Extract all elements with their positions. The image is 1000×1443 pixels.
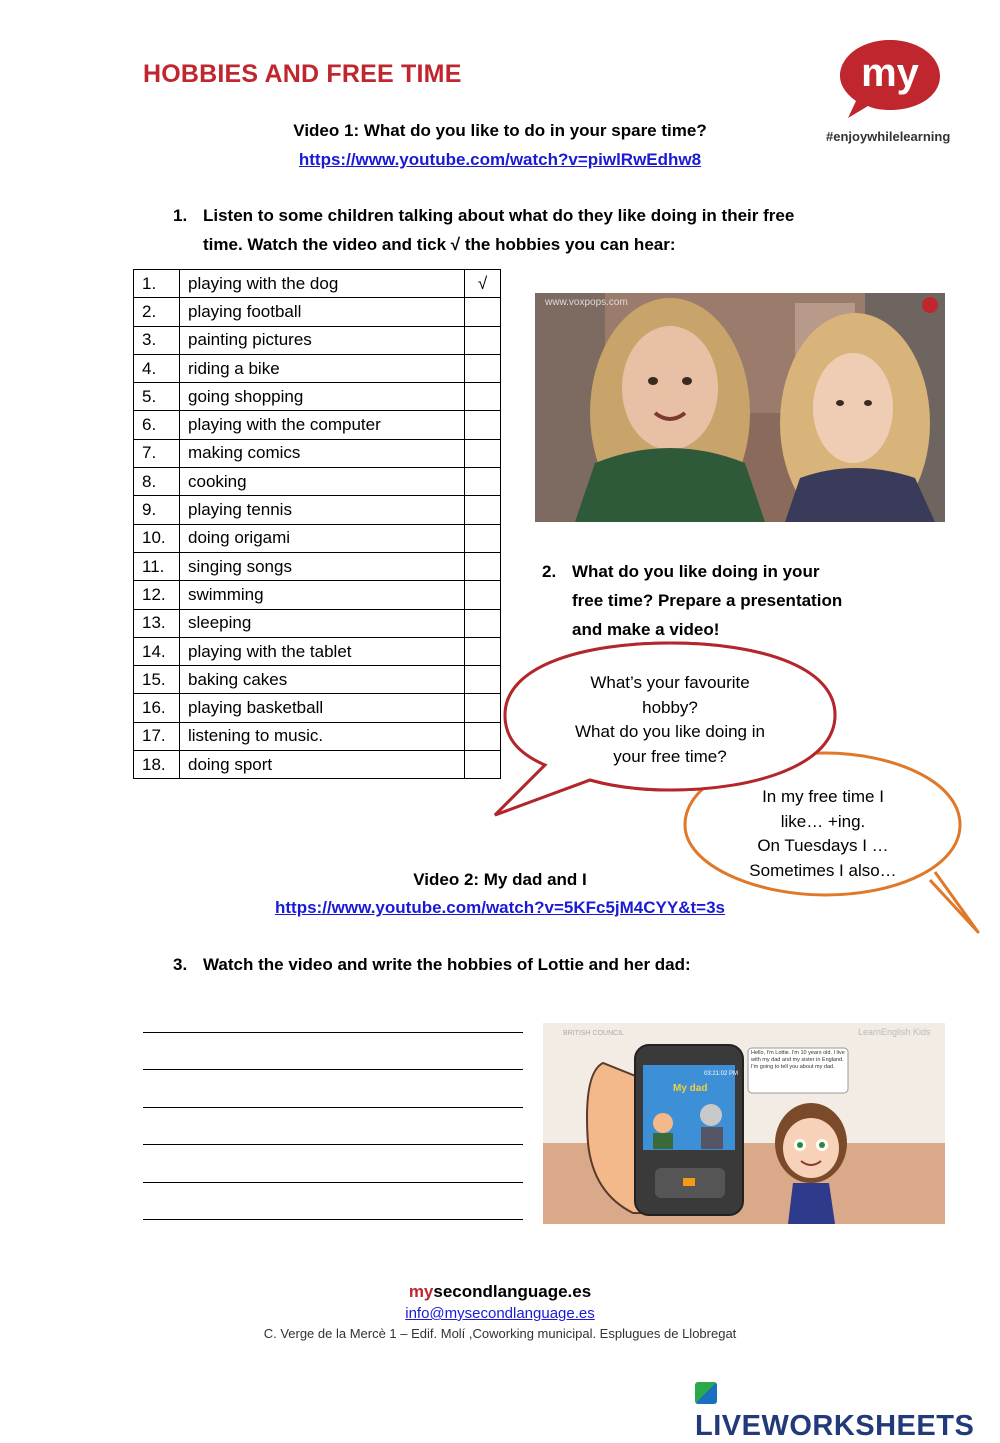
hobby-row [134, 411, 501, 439]
hobby-name: singing songs [180, 552, 465, 580]
footer-brand-rest: secondlanguage.es [433, 1282, 592, 1301]
hobby-number: 6. [134, 411, 180, 439]
answer-line[interactable] [143, 1070, 523, 1108]
logo-text: my [861, 51, 919, 95]
hobby-number: 5. [134, 383, 180, 411]
tick-box[interactable] [465, 411, 501, 439]
video1-title: Video 1: What do you like to do in your spare time? [293, 121, 707, 140]
hobby-number: 17. [134, 722, 180, 750]
question-1-line1: Listen to some children talking about what do they like doing in their free [203, 206, 795, 225]
hobby-name: playing football [180, 298, 465, 326]
hobby-row [134, 666, 501, 694]
hobby-number: 9. [134, 496, 180, 524]
tick-box[interactable] [465, 439, 501, 467]
footer-email[interactable]: info@mysecondlanguage.es [405, 1305, 595, 1322]
hobby-name: doing origami [180, 524, 465, 552]
hobby-row [134, 439, 501, 467]
hobby-number: 8. [134, 468, 180, 496]
hobby-number: 18. [134, 751, 180, 779]
answer-line[interactable] [143, 1033, 523, 1071]
hobby-name: making comics [180, 439, 465, 467]
hobby-name: playing with the tablet [180, 637, 465, 665]
hobby-row [134, 326, 501, 354]
hobby-row [134, 298, 501, 326]
question-3-number: 3. [173, 955, 188, 974]
hobby-name: painting pictures [180, 326, 465, 354]
red-bubble-line1: What’s your favourite [590, 673, 750, 692]
hobby-row [134, 496, 501, 524]
orange-bubble-line4: Sometimes I also… [749, 860, 897, 880]
answer-lines [143, 995, 523, 1220]
hobby-row [134, 751, 501, 779]
voxpops-watermark: www.voxpops.com [545, 297, 628, 308]
hobby-number: 3. [134, 326, 180, 354]
liveworksheets-text: LIVEWORKSHEETS [695, 1410, 975, 1442]
hobby-row [134, 552, 501, 580]
hobby-name: listening to music. [180, 722, 465, 750]
tick-box[interactable] [465, 298, 501, 326]
hobby-name: playing with the dog [180, 270, 465, 298]
liveworksheets-logo [695, 1377, 1000, 1443]
question-2-line3: and make a video! [572, 620, 720, 639]
hobby-number: 14. [134, 637, 180, 665]
hobby-number: 1. [134, 270, 180, 298]
tick-box[interactable] [465, 383, 501, 411]
answer-line[interactable] [143, 995, 523, 1033]
tick-box[interactable] [465, 581, 501, 609]
hobby-name: playing with the computer [180, 411, 465, 439]
my-logo [838, 38, 942, 120]
answer-line[interactable] [143, 1183, 523, 1221]
learnenglish-kids-logo: LearnEnglish Kids [858, 1027, 931, 1037]
hobby-row [134, 694, 501, 722]
red-bubble-line3: What do you like doing in [575, 722, 765, 741]
hobbies-table [133, 269, 501, 779]
hobby-row [134, 722, 501, 750]
red-bubble-line4: your free time? [613, 746, 727, 766]
tick-box[interactable] [465, 468, 501, 496]
tick-box[interactable] [465, 496, 501, 524]
tick-box[interactable] [465, 326, 501, 354]
orange-bubble-text [718, 785, 928, 883]
footer-brand-my: my [408, 1282, 434, 1301]
question-2 [542, 557, 842, 644]
video1-thumbnail[interactable] [535, 293, 945, 522]
question-2-line1: What do you like doing in your [572, 562, 820, 581]
hobby-number: 7. [134, 439, 180, 467]
video2-thumbnail[interactable] [543, 1023, 945, 1224]
tick-box[interactable] [465, 609, 501, 637]
question-2-number: 2. [542, 562, 557, 581]
video2-title: Video 2: My dad and I [413, 870, 587, 889]
phone-time: 03:21:02 PM [704, 1071, 739, 1077]
hobby-number: 2. [134, 298, 180, 326]
answer-line[interactable] [143, 1108, 523, 1146]
footer-address: C. Verge de la Mercè 1 – Edif. Molí ,Coworking municipal. Esplugues de Llobregat [263, 1326, 737, 1341]
question-1-number: 1. [173, 206, 188, 225]
video2-link[interactable]: https://www.youtube.com/watch?v=5KFc5jM4CYY&t=3s [275, 898, 725, 917]
lottie-speech: Hello, I'm Lottie. I'm 10 years old. I live with my dad and my sister in England. I'm going to tell you about my dad. [751, 1050, 845, 1070]
hobby-name: swimming [180, 581, 465, 609]
hobby-row [134, 354, 501, 382]
hobby-number: 15. [134, 666, 180, 694]
tick-box[interactable]: √ [465, 270, 501, 298]
hobby-number: 4. [134, 354, 180, 382]
hobby-name: playing basketball [180, 694, 465, 722]
hobby-row [134, 609, 501, 637]
hobby-name: doing sport [180, 751, 465, 779]
orange-bubble-tail [930, 872, 978, 932]
liveworksheets-icon [695, 1382, 717, 1404]
hobby-name: playing tennis [180, 496, 465, 524]
tagline: #enjoywhilelearning [826, 129, 951, 144]
hobby-row [134, 524, 501, 552]
question-3-text: Watch the video and write the hobbies of Lottie and her dad: [203, 955, 691, 974]
hobby-number: 13. [134, 609, 180, 637]
hobby-row [134, 581, 501, 609]
tick-box[interactable] [465, 354, 501, 382]
hobby-name: going shopping [180, 383, 465, 411]
tick-box[interactable] [465, 552, 501, 580]
question-1 [173, 201, 794, 259]
orange-bubble-line3: On Tuesdays I … [757, 836, 889, 855]
british-council-logo: BRITISH COUNCIL [563, 1030, 625, 1037]
footer-brand [0, 1282, 1000, 1302]
orange-bubble-line1: In my free time I [762, 787, 884, 806]
video1-link[interactable]: https://www.youtube.com/watch?v=piwlRwEdhw8 [298, 150, 702, 169]
hobby-number: 10. [134, 524, 180, 552]
hobby-number: 12. [134, 581, 180, 609]
tick-box[interactable] [465, 524, 501, 552]
hobby-row [134, 637, 501, 665]
hobby-row [134, 270, 501, 298]
question-1-line2: time. Watch the video and tick √ the hobbies you can hear: [203, 235, 676, 254]
red-bubble-line2: hobby? [642, 697, 698, 717]
hobby-number: 11. [134, 552, 180, 580]
hobby-name: riding a bike [180, 354, 465, 382]
answer-line[interactable] [143, 1145, 523, 1183]
hobby-name: baking cakes [180, 666, 465, 694]
hobby-row [134, 468, 501, 496]
red-bubble-text [545, 671, 795, 769]
phone-label: My dad [673, 1083, 708, 1094]
hobby-number: 16. [134, 694, 180, 722]
page-title: HOBBIES AND FREE TIME [143, 60, 462, 88]
hobby-name: cooking [180, 468, 465, 496]
hobby-name: sleeping [180, 609, 465, 637]
question-3 [173, 950, 691, 979]
hobby-row [134, 383, 501, 411]
orange-bubble-line2: like… +ing. [780, 811, 866, 831]
question-2-line2: free time? Prepare a presentation [572, 591, 843, 610]
